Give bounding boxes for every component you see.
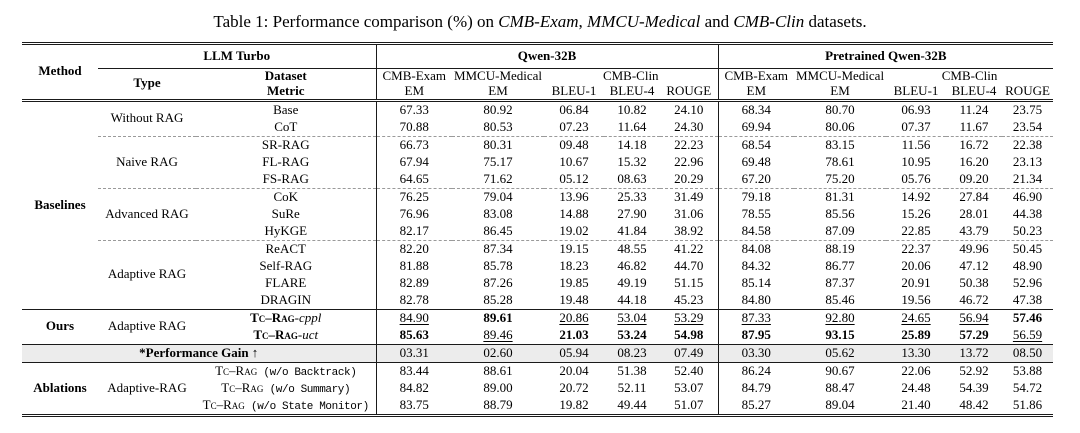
metric-value: 14.18 bbox=[604, 136, 660, 154]
metric-value: 07.37 bbox=[901, 118, 931, 134]
method-name: SuRe bbox=[271, 205, 300, 221]
method-name: ReACT bbox=[196, 240, 376, 258]
method-name bbox=[196, 397, 376, 416]
metric-value: 80.92 bbox=[483, 101, 513, 117]
metric-value: 31.06 bbox=[674, 205, 704, 221]
metric-value: 85.63 bbox=[376, 327, 452, 345]
metric-value: 87.34 bbox=[452, 240, 544, 258]
metric-value: 82.20 bbox=[376, 240, 452, 258]
metric-value: 44.38 bbox=[1012, 205, 1043, 221]
method-name: HyKGE bbox=[264, 222, 308, 238]
metric-value: 11.24 bbox=[959, 101, 989, 117]
header-bleu-1: BLEU-1 bbox=[886, 84, 946, 100]
metric-value: 85.14 bbox=[718, 275, 794, 292]
metric-value: 25.89 bbox=[901, 326, 931, 342]
metric-value: 89.00 bbox=[483, 379, 513, 395]
type-label: Adaptive-RAG bbox=[98, 362, 196, 415]
metric-value: 83.08 bbox=[483, 205, 513, 221]
metric-value: 19.15 bbox=[544, 240, 604, 258]
table-header bbox=[22, 44, 1053, 101]
header-em: EM bbox=[376, 84, 452, 100]
metric-value: 14.92 bbox=[886, 188, 946, 206]
metric-value: 85.78 bbox=[483, 257, 513, 273]
metric-value: 05.12 bbox=[559, 170, 589, 186]
method-name: CoK bbox=[196, 188, 376, 206]
method-name-suffix: (w/o Summary) bbox=[263, 383, 351, 396]
table-row bbox=[22, 309, 1053, 327]
metric-value: 89.61 bbox=[452, 309, 544, 327]
metric-value: 92.80 bbox=[794, 309, 886, 327]
metric-value: 88.79 bbox=[483, 396, 513, 412]
metric-value: 78.55 bbox=[718, 206, 794, 223]
method-name: FS-RAG bbox=[262, 170, 309, 186]
metric-value: 20.06 bbox=[901, 257, 931, 273]
metric-value: 44.18 bbox=[617, 291, 647, 307]
metric-value: 84.32 bbox=[718, 258, 794, 275]
metric-value: 53.04 bbox=[604, 309, 660, 327]
metric-value: 11.56 bbox=[886, 136, 946, 154]
method-name-smallcaps: Tc–Rag bbox=[253, 326, 298, 342]
header-llm-turbo: LLM Turbo bbox=[98, 44, 376, 69]
metric-value: 56.59 bbox=[1012, 326, 1043, 342]
metric-value: 10.82 bbox=[617, 101, 647, 117]
method-name-suffix: -cppl bbox=[294, 309, 322, 325]
metric-value: 22.06 bbox=[886, 362, 946, 380]
metric-value: 38.92 bbox=[674, 222, 704, 238]
metric-value: 22.38 bbox=[1002, 136, 1053, 154]
caption-text: Table 1: Performance comparison (%) on bbox=[213, 12, 499, 31]
type-label: Naive RAG bbox=[98, 136, 196, 188]
metric-value: 47.12 bbox=[959, 257, 989, 273]
method-name: CoT bbox=[274, 118, 298, 134]
metric-value: 52.40 bbox=[660, 362, 718, 380]
metric-value: 13.72 bbox=[946, 344, 1002, 362]
metric-value: 51.86 bbox=[1012, 396, 1043, 412]
metric-value: 10.67 bbox=[559, 153, 589, 169]
metric-value: 84.80 bbox=[718, 292, 794, 310]
metric-value: 16.20 bbox=[959, 153, 989, 169]
metric-value: 50.38 bbox=[959, 274, 989, 290]
table-row bbox=[22, 100, 1053, 119]
metric-value: 81.88 bbox=[376, 258, 452, 275]
metric-value: 85.56 bbox=[825, 205, 855, 221]
metric-value: 09.48 bbox=[544, 136, 604, 154]
metric-value: 87.26 bbox=[483, 274, 513, 290]
metric-value: 45.23 bbox=[674, 291, 704, 307]
caption-text: , bbox=[578, 12, 588, 31]
method-name-smallcaps: Tc–Rag bbox=[202, 396, 245, 412]
table-row bbox=[22, 362, 1053, 380]
metric-value: 84.82 bbox=[376, 380, 452, 397]
method-name bbox=[196, 309, 376, 327]
metric-value: 53.24 bbox=[617, 326, 647, 342]
metric-value: 23.13 bbox=[1012, 153, 1043, 169]
metric-value: 23.54 bbox=[1012, 118, 1043, 134]
metric-value: 84.08 bbox=[718, 240, 794, 258]
metric-value: 81.31 bbox=[794, 188, 886, 206]
metric-value: 85.28 bbox=[483, 291, 513, 307]
metric-value: 46.82 bbox=[617, 257, 647, 273]
metric-value: 88.19 bbox=[794, 240, 886, 258]
metric-value: 90.67 bbox=[794, 362, 886, 380]
metric-value: 19.56 bbox=[901, 291, 931, 307]
metric-value: 70.88 bbox=[376, 119, 452, 137]
metric-value: 20.86 bbox=[544, 309, 604, 327]
metric-value: 31.49 bbox=[660, 188, 718, 206]
metric-value: 83.44 bbox=[376, 362, 452, 380]
method-name: SR-RAG bbox=[196, 136, 376, 154]
metric-value: 80.53 bbox=[483, 118, 513, 134]
table-row bbox=[22, 136, 1053, 154]
metric-value: 67.94 bbox=[376, 154, 452, 171]
metric-value: 21.34 bbox=[1012, 170, 1043, 186]
metric-value: 06.84 bbox=[559, 101, 589, 117]
metric-value: 79.18 bbox=[718, 188, 794, 206]
table-row bbox=[22, 188, 1053, 206]
metric-value: 84.58 bbox=[718, 223, 794, 241]
metric-value: 85.27 bbox=[718, 397, 794, 416]
metric-value: 24.30 bbox=[674, 118, 704, 134]
metric-value: 75.20 bbox=[825, 170, 855, 186]
header-em: EM bbox=[452, 84, 544, 100]
method-name: DRAGIN bbox=[260, 291, 312, 307]
metric-value: 53.88 bbox=[1002, 362, 1053, 380]
metric-value: 76.96 bbox=[376, 206, 452, 223]
metric-value: 49.96 bbox=[946, 240, 1002, 258]
metric-value: 52.11 bbox=[617, 379, 647, 395]
metric-value: 03.31 bbox=[376, 344, 452, 362]
type-label: Without RAG bbox=[110, 110, 184, 126]
metric-value: 47.38 bbox=[1012, 291, 1043, 307]
table-row bbox=[22, 240, 1053, 258]
type-label: Adaptive RAG bbox=[98, 309, 196, 344]
metric-value: 66.73 bbox=[376, 136, 452, 154]
metric-value: 25.33 bbox=[604, 188, 660, 206]
metric-value: 54.98 bbox=[674, 326, 704, 342]
metric-value: 57.29 bbox=[959, 326, 989, 342]
header-em: EM bbox=[794, 84, 886, 100]
header-em: EM bbox=[718, 84, 794, 100]
method-group-label: Ablations bbox=[22, 362, 98, 415]
metric-value: 02.60 bbox=[452, 344, 544, 362]
metric-value: 80.06 bbox=[825, 118, 855, 134]
metric-value: 87.33 bbox=[718, 309, 794, 327]
metric-value: 64.65 bbox=[376, 171, 452, 189]
metric-value: 50.23 bbox=[1012, 222, 1043, 238]
metric-value: 22.85 bbox=[901, 222, 931, 238]
method-name-suffix: (w/o State Monitor) bbox=[244, 400, 369, 413]
metric-value: 19.48 bbox=[559, 291, 589, 307]
metric-value: 08.63 bbox=[617, 170, 647, 186]
metric-value: 19.82 bbox=[559, 396, 589, 412]
metric-value: 89.46 bbox=[483, 326, 513, 342]
metric-value: 19.85 bbox=[559, 274, 589, 290]
metric-value: 19.02 bbox=[559, 222, 589, 238]
metric-value: 69.48 bbox=[718, 154, 794, 171]
metric-value: 41.22 bbox=[660, 240, 718, 258]
caption-dataset-mmcu-medical: MMCU-Medical bbox=[587, 12, 701, 31]
metric-value: 75.17 bbox=[483, 153, 513, 169]
metric-value: 15.32 bbox=[617, 153, 647, 169]
metric-value: 03.30 bbox=[718, 344, 794, 362]
metric-value: 49.19 bbox=[617, 274, 647, 290]
metric-value: 05.62 bbox=[794, 344, 886, 362]
metric-value: 93.15 bbox=[825, 326, 855, 342]
metric-value: 46.90 bbox=[1002, 188, 1053, 206]
metric-value: 43.79 bbox=[959, 222, 989, 238]
header-metric: Metric bbox=[196, 84, 376, 100]
metric-value: 48.42 bbox=[959, 396, 989, 412]
metric-value: 22.96 bbox=[674, 153, 704, 169]
header-mmcu-medical: MMCU-Medical bbox=[795, 68, 885, 83]
method-name-smallcaps: Tc–Rag bbox=[221, 379, 264, 395]
metric-value: 28.01 bbox=[959, 205, 989, 221]
metric-value: 15.26 bbox=[901, 205, 931, 221]
metric-value: 05.76 bbox=[901, 170, 931, 186]
metric-value: 68.54 bbox=[718, 136, 794, 154]
method-name: Base bbox=[273, 101, 299, 117]
metric-value: 87.37 bbox=[825, 274, 855, 290]
metric-value: 51.15 bbox=[674, 274, 704, 290]
metric-value: 41.84 bbox=[617, 222, 647, 238]
header-cmb-exam: CMB-Exam bbox=[718, 69, 794, 84]
metric-value: 86.77 bbox=[825, 257, 855, 273]
metric-value: 24.65 bbox=[886, 309, 946, 327]
metric-value: 82.78 bbox=[376, 292, 452, 310]
metric-value: 20.04 bbox=[544, 362, 604, 380]
metric-value: 88.61 bbox=[452, 362, 544, 380]
header-method: Method bbox=[22, 44, 98, 101]
metric-value: 13.30 bbox=[886, 344, 946, 362]
method-group-label: Baselines bbox=[34, 196, 86, 212]
header-rouge: ROUGE bbox=[660, 84, 718, 100]
metric-value: 24.10 bbox=[674, 101, 704, 117]
metric-value: 56.94 bbox=[946, 309, 1002, 327]
metric-value: 79.04 bbox=[452, 188, 544, 206]
header-cmb-clin: CMB-Clin bbox=[602, 68, 659, 83]
metric-value: 18.23 bbox=[559, 257, 589, 273]
metric-value: 08.23 bbox=[604, 344, 660, 362]
header-mmcu-medical: MMCU-Medical bbox=[453, 68, 543, 83]
header-bleu-1: BLEU-1 bbox=[544, 84, 604, 100]
metric-value: 86.45 bbox=[483, 222, 513, 238]
header-row-datasets bbox=[22, 69, 1053, 84]
metric-value: 51.07 bbox=[674, 396, 704, 412]
header-group-qwen-32b: Qwen-32B bbox=[376, 44, 718, 69]
metric-value: 76.25 bbox=[376, 188, 452, 206]
table-caption bbox=[0, 11, 1080, 33]
metric-value: 09.20 bbox=[959, 170, 989, 186]
header-type: Type bbox=[98, 69, 196, 101]
header-cmb-exam: CMB-Exam bbox=[376, 69, 452, 84]
metric-value: 87.09 bbox=[825, 222, 855, 238]
metric-value: 07.49 bbox=[660, 344, 718, 362]
metric-value: 16.72 bbox=[946, 136, 1002, 154]
metric-value: 14.88 bbox=[559, 205, 589, 221]
metric-value: 48.90 bbox=[1012, 257, 1043, 273]
metric-value: 24.48 bbox=[901, 379, 931, 395]
metric-value: 49.44 bbox=[617, 396, 647, 412]
caption-text: datasets. bbox=[804, 12, 867, 31]
type-label: Adaptive RAG bbox=[98, 240, 196, 309]
metric-value: 78.61 bbox=[825, 153, 855, 169]
metric-value: 11.64 bbox=[617, 118, 647, 134]
method-name bbox=[196, 362, 376, 380]
metric-value: 20.29 bbox=[674, 170, 704, 186]
metric-value: 22.37 bbox=[886, 240, 946, 258]
metric-value: 51.38 bbox=[604, 362, 660, 380]
metric-value: 46.72 bbox=[959, 291, 989, 307]
caption-dataset-cmb-exam: CMB-Exam bbox=[498, 12, 579, 31]
metric-value: 27.84 bbox=[946, 188, 1002, 206]
metric-value: 89.04 bbox=[825, 396, 855, 412]
metric-value: 83.75 bbox=[376, 397, 452, 416]
caption-text: and bbox=[700, 12, 734, 31]
metric-value: 52.96 bbox=[1012, 274, 1043, 290]
metric-value: 84.90 bbox=[376, 309, 452, 327]
method-name bbox=[196, 327, 376, 345]
metric-value: 54.39 bbox=[959, 379, 989, 395]
metric-value: 54.72 bbox=[1012, 379, 1043, 395]
table-body bbox=[22, 100, 1053, 415]
metric-value: 82.89 bbox=[376, 275, 452, 292]
header-bleu-4: BLEU-4 bbox=[946, 84, 1002, 100]
metric-value: 87.95 bbox=[718, 327, 794, 345]
metric-value: 11.67 bbox=[959, 118, 989, 134]
type-label: Advanced RAG bbox=[98, 188, 196, 240]
header-cmb-clin: CMB-Clin bbox=[941, 68, 998, 83]
metric-value: 84.79 bbox=[718, 380, 794, 397]
metric-value: 05.94 bbox=[544, 344, 604, 362]
metric-value: 06.93 bbox=[901, 101, 931, 117]
method-group-label: Ours bbox=[22, 309, 98, 344]
metric-value: 53.07 bbox=[674, 379, 704, 395]
performance-gain-row bbox=[22, 344, 1053, 362]
header-row-groups bbox=[22, 44, 1053, 69]
metric-value: 08.50 bbox=[1002, 344, 1053, 362]
metric-value: 21.03 bbox=[559, 326, 589, 342]
header-bleu-4: BLEU-4 bbox=[604, 84, 660, 100]
caption-dataset-cmb-clin: CMB-Clin bbox=[733, 12, 805, 31]
metric-value: 52.92 bbox=[946, 362, 1002, 380]
metric-value: 88.47 bbox=[825, 379, 855, 395]
method-name-smallcaps: Tc–Rag bbox=[215, 362, 258, 378]
method-name: FLARE bbox=[265, 274, 307, 290]
performance-table bbox=[22, 42, 1053, 417]
metric-value: 69.94 bbox=[718, 119, 794, 137]
metric-value: 10.95 bbox=[901, 153, 931, 169]
method-name-suffix: -uct bbox=[297, 326, 319, 342]
metric-value: 22.23 bbox=[660, 136, 718, 154]
metric-value: 71.62 bbox=[483, 170, 513, 186]
header-group-pretrained-qwen-32b: Pretrained Qwen-32B bbox=[718, 44, 1053, 69]
metric-value: 80.31 bbox=[452, 136, 544, 154]
method-name-suffix: (w/o Backtrack) bbox=[257, 366, 357, 379]
metric-value: 23.75 bbox=[1012, 101, 1043, 117]
method-name: Self-RAG bbox=[259, 257, 313, 273]
metric-value: 13.96 bbox=[544, 188, 604, 206]
metric-value: 85.46 bbox=[825, 291, 855, 307]
performance-gain-label: *Performance Gain ↑ bbox=[22, 344, 376, 362]
metric-value: 07.23 bbox=[559, 118, 589, 134]
metric-value: 20.72 bbox=[559, 379, 589, 395]
method-name-smallcaps: Tc–Rag bbox=[250, 309, 295, 325]
metric-value: 68.34 bbox=[718, 100, 794, 119]
method-name bbox=[196, 380, 376, 397]
metric-value: 20.91 bbox=[901, 274, 931, 290]
metric-value: 80.70 bbox=[825, 101, 855, 117]
metric-value: 50.45 bbox=[1002, 240, 1053, 258]
metric-value: 82.17 bbox=[376, 223, 452, 241]
metric-value: 83.15 bbox=[794, 136, 886, 154]
metric-value: 57.46 bbox=[1002, 309, 1053, 327]
header-rouge: ROUGE bbox=[1002, 84, 1053, 100]
metric-value: 67.33 bbox=[376, 100, 452, 119]
metric-value: 53.29 bbox=[660, 309, 718, 327]
metric-value: 27.90 bbox=[617, 205, 647, 221]
metric-value: 86.24 bbox=[718, 362, 794, 380]
metric-value: 67.20 bbox=[718, 171, 794, 189]
metric-value: 44.70 bbox=[674, 257, 704, 273]
metric-value: 48.55 bbox=[604, 240, 660, 258]
method-name: FL-RAG bbox=[262, 153, 310, 169]
metric-value: 21.40 bbox=[901, 396, 931, 412]
header-dataset: Dataset bbox=[264, 68, 307, 83]
